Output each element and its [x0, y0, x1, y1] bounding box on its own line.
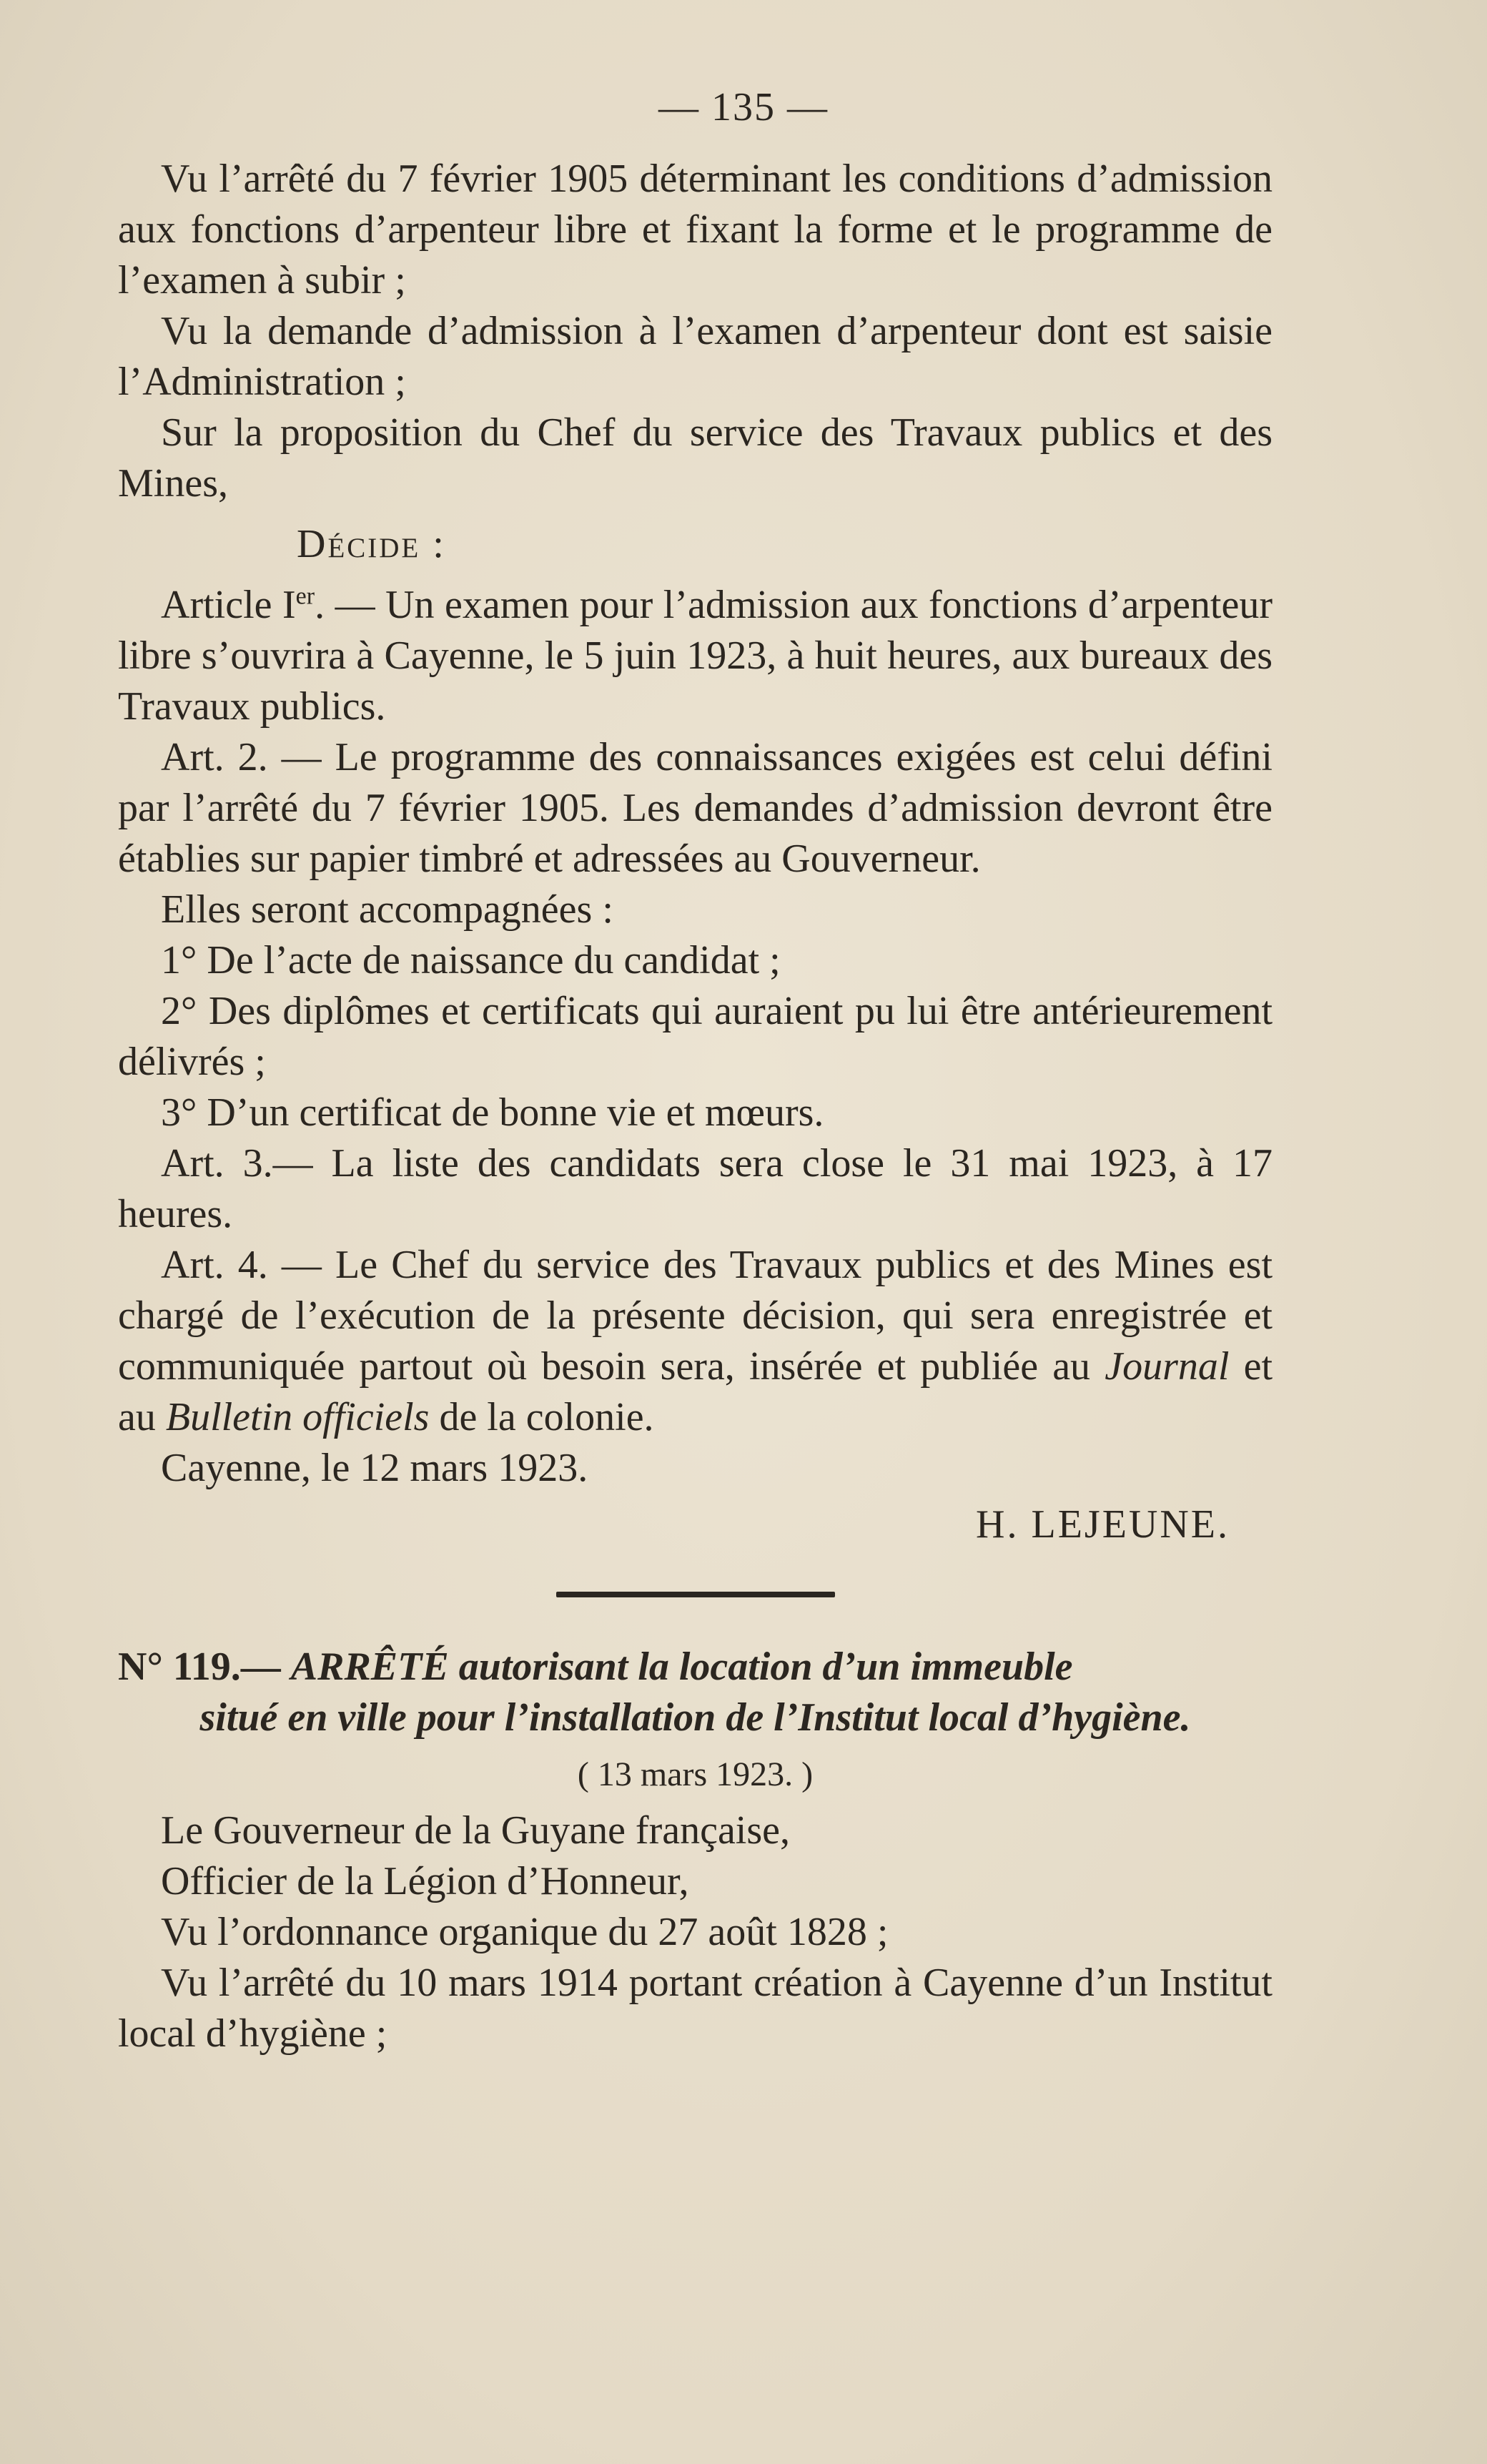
- article-4-text-1: Art. 4. — Le Chef du service des Travaux publics et des Mines est chargé de l’exécution de la présente décision, qui sera enregistrée et communiquée partout où besoin sera, insérée et publiée au: [118, 1243, 1273, 1389]
- article-2: Art. 2. — Le programme des connaissances exigées est celui défini par l’arrêté du 7 février 1905. Les demandes d’admission devront être établies sur papier timbré et adressées au Gouverneur.: [118, 735, 1273, 881]
- list-item-3: 3° D’un certificat de bonne vie et mœurs.: [161, 1090, 824, 1135]
- paragraph-gouverneur: Le Gouverneur de la Guyane française,: [161, 1808, 791, 1853]
- decree-title-line-1: ARRÊTÉ autorisant la location d’un immeuble: [290, 1645, 1073, 1689]
- article-4-text-3: de la colonie.: [429, 1395, 654, 1439]
- signature: H. LEJEUNE.: [976, 1502, 1230, 1547]
- decide-heading: Décide :: [297, 522, 446, 566]
- decree-number: N° 119.—: [118, 1645, 291, 1689]
- decree-title-line-2: situé en ville pour l’installation de l’Institut local d’hygiène.: [199, 1695, 1191, 1740]
- paragraph-sur-proposition: Sur la proposition du Chef du service des Travaux publics et des Mines,: [118, 410, 1273, 506]
- decree-date: ( 13 mars 1923. ): [577, 1755, 814, 1793]
- article-1: [118, 580, 1273, 732]
- article-4: [118, 1240, 1273, 1443]
- article-1-text: . — Un examen pour l’admission aux fonctions d’arpenteur libre s’ouvrira à Cayenne, le 5 juin 1923, à huit heures, aux bureaux des Travaux publics.: [118, 583, 1273, 729]
- paragraph-vu-arrete-1905: Vu l’arrêté du 7 février 1905 déterminant les conditions d’admission aux fonctions d’arpenteur libre et fixant la forme et le programme de l’examen à subir ;: [118, 157, 1273, 302]
- place-date: Cayenne, le 12 mars 1923.: [161, 1446, 588, 1490]
- paragraph-vu-demande: Vu la demande d’admission à l’examen d’arpenteur dont est saisie l’Administration ;: [118, 309, 1273, 404]
- article-3: Art. 3.— La liste des candidats sera close le 31 mai 1923, à 17 heures.: [118, 1141, 1273, 1236]
- article-4-bulletin: Bulletin officiels: [165, 1395, 430, 1439]
- article-1-sup: er: [295, 583, 315, 610]
- paragraph-officier: Officier de la Légion d’Honneur,: [161, 1859, 689, 1903]
- article-1-label: Article I: [161, 583, 296, 627]
- paragraph-elles: Elles seront accompagnées :: [161, 887, 613, 932]
- paragraph-vu-arrete-1914: Vu l’arrêté du 10 mars 1914 portant création à Cayenne d’un Institut local d’hygiène ;: [118, 1961, 1273, 2056]
- paragraph-vu-ordonnance: Vu l’ordonnance organique du 27 août 1828 ;: [161, 1910, 889, 1954]
- list-item-1: 1° De l’acte de naissance du candidat ;: [161, 938, 781, 982]
- page-number: — 135 —: [658, 85, 829, 129]
- section-divider: [556, 1592, 835, 1597]
- article-4-journal: Journal: [1105, 1344, 1230, 1389]
- decree-heading: [118, 1642, 1273, 1692]
- list-item-2: 2° Des diplômes et certificats qui auraient pu lui être antérieurement délivrés ;: [118, 989, 1273, 1084]
- document-body: [118, 154, 1273, 2059]
- article-4-text-2: et au: [118, 1344, 1273, 1439]
